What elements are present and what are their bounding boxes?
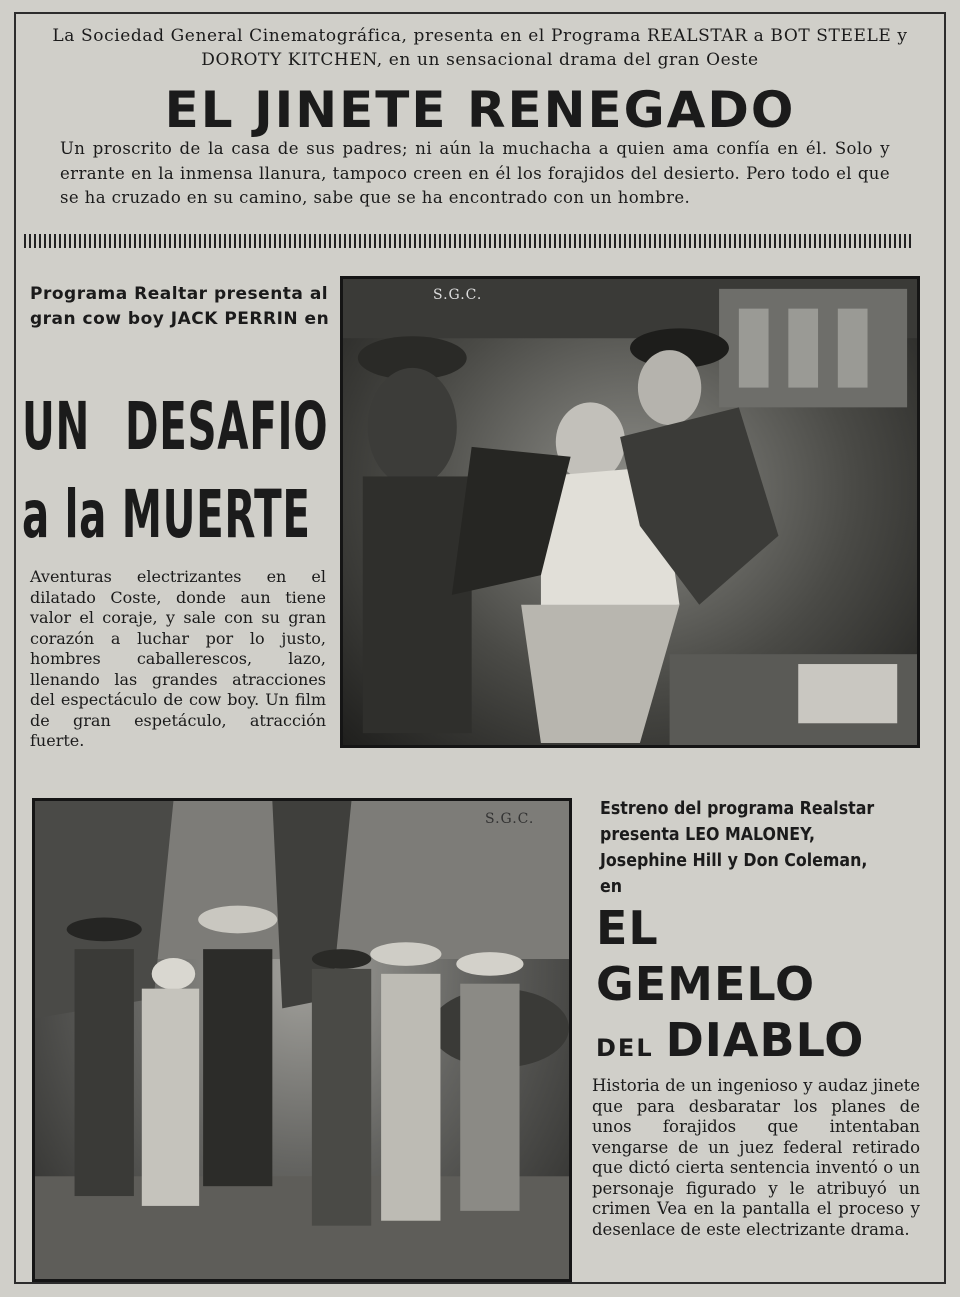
synopsis-text: Un proscrito de la casa de sus padres; ni aún la muchacha a quien ama confía en él. Solo y errante en la inmensa llanura, tampoco creen en él los forajidos del desierto. Pero todo el que se ha cruzado en su camino, sabe que se ha encontrado con un hombre. [60,139,890,207]
film3-title-line3-wrap [596,1012,926,1076]
main-title: EL JINETE RENEGADO [164,81,796,139]
film3-description: Historia de un ingenioso y audaz jinete que para desbaratar los planes de unos forajidos que intentaban vengarse de un juez federal retirado que dictó cierta sentencia inventó o un personaje figurado y le atribuyó un crimen Vea en la pantalla el proceso y desenlace de este electrizante drama. [592,1076,920,1239]
film3-photo-illustration [35,801,569,1279]
film3-title-line2: GEMELO [596,957,816,1011]
film3-title-line1: EL [596,901,659,955]
film3-title-line3: DIABLO [665,1013,865,1067]
film3-presents: Estreno del programa Realstar presenta LEO MALONEY, Josephine Hill y Don Coleman, en [600,798,875,897]
film2-title-line1: UN DESAFIO [22,388,329,465]
film2-title [22,383,329,559]
film2-still-photo [340,276,920,748]
film3-title-small: DEL [596,1034,654,1062]
decorative-divider [24,234,912,248]
film3-title [596,900,926,1076]
film2-photo-illustration [343,279,917,745]
film3-photo-stamp: S.G.C. [485,811,535,827]
film2-title-line2: a la MUERTE [22,476,311,553]
film3-still-photo [32,798,572,1282]
intro-text: La Sociedad General Cinematográfica, presenta en el Programa REALSTAR a BOT STEELE y DOROTY KITCHEN, en un sensacional drama del gran Oeste [52,26,908,70]
film2-description: Aventuras electrizantes en el dilatado Coste, donde aun tiene valor el coraje, y sale con su gran corazón a luchar por lo justo, hombres caballerescos, lazo, llenando las grandes atracciones del espectáculo de cow boy. Un film de gran espetáculo, atracción fuerte. [30,567,326,750]
film2-photo-stamp: S.G.C. [433,287,483,303]
film2-presents: Programa Realtar presenta al gran cow boy JACK PERRIN en [30,284,330,329]
